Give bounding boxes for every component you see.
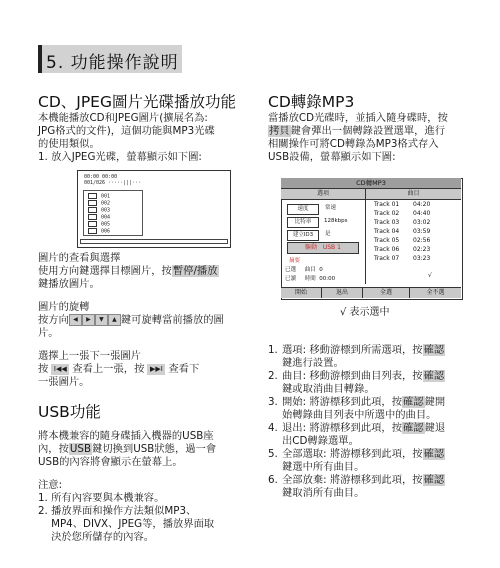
confirm-key: 確認 bbox=[403, 396, 424, 408]
option-speed-value: 常速 bbox=[325, 205, 337, 211]
option-speed-label[interactable]: 速度 bbox=[287, 204, 319, 215]
summary-used: 已讀 時間 00:00 bbox=[285, 276, 336, 282]
section-title: 5. 功能操作說明 bbox=[46, 53, 179, 73]
options-column-header: 選項 bbox=[281, 189, 365, 200]
arrow-right-icon: ▶ bbox=[82, 314, 95, 326]
rotate-section: 圖片的旋轉 按方向 ◀ ▶ ▼ ▲ 鍵可旋轉當前播放的圖 片。 bbox=[38, 301, 224, 339]
summary-title: 摘要 bbox=[289, 258, 301, 264]
jpeg-counter: 001/026 ·····|||··· bbox=[84, 180, 142, 186]
copy-key: 拷貝 bbox=[269, 125, 290, 137]
track-item[interactable]: Track 03 bbox=[374, 219, 400, 226]
track-item[interactable]: Track 07 bbox=[374, 255, 400, 262]
option-id3-value: 是 bbox=[325, 231, 331, 237]
step-item: 3. 開始: 將游標移到此項，按確認鍵開 始轉錄曲目列表中所選中的曲目。 bbox=[268, 396, 446, 421]
column-divider bbox=[365, 189, 366, 284]
cd-to-mp3-steps bbox=[268, 344, 473, 500]
deselect-all-button[interactable]: 全不選 bbox=[426, 289, 445, 296]
option-drive-row[interactable]: 驅動 USB 1 bbox=[287, 242, 359, 254]
track-item[interactable]: Track 06 bbox=[374, 246, 400, 253]
usb-key: USB bbox=[69, 443, 92, 455]
option-bitrate-value: 128kbps bbox=[324, 218, 348, 224]
cd-to-mp3-heading: CD轉錄MP3 bbox=[268, 93, 355, 111]
option-bitrate-label[interactable]: 比特率 bbox=[287, 217, 319, 228]
track-time: 02:23 bbox=[413, 246, 431, 253]
track-time: 02:56 bbox=[413, 237, 431, 244]
arrow-up-icon: ▲ bbox=[108, 314, 121, 326]
cd-to-mp3-intro: 當播放CD光碟時，並插入隨身碟時，按 拷貝鍵會彈出一個轉錄設置選單，進行 相關操作可將CD轉錄為MP3格式存入 USB設備，螢幕顯示如下圖: bbox=[268, 112, 448, 163]
track-time: 03:23 bbox=[413, 255, 431, 262]
previous-icon: I◀◀ bbox=[51, 364, 69, 375]
pause-play-key: 暫停/播放 bbox=[172, 265, 218, 277]
track-time: 03:59 bbox=[413, 228, 431, 235]
usb-description: 將本機兼容的隨身碟插入機器的USB座 內，按USB鍵切換到USB狀態，過一會 USB的內容將會顯示在螢幕上。 bbox=[38, 430, 217, 468]
dialog-title: CD轉MP3 bbox=[281, 178, 461, 189]
step-item: 6. 全部放棄: 將游標移到此項，按確認 鍵取消所有曲目。 bbox=[268, 474, 445, 499]
cd-jpeg-heading: CD、JPEG圖片光碟播放功能 bbox=[38, 93, 236, 111]
select-caption: √ 表示選中 bbox=[340, 307, 390, 318]
arrow-left-icon: ◀ bbox=[69, 314, 82, 326]
usb-notes: 注意: 1. 所有內容要與本機兼容。 2. 播放界面和操作方法類似MP3、 MP4、DIVX、JPEG等，播放界面取 決於您所儲存的內容。 bbox=[38, 479, 215, 543]
next-icon: ▶▶I bbox=[147, 364, 165, 375]
track-item[interactable]: Track 04 bbox=[374, 228, 400, 235]
track-time: 04:20 bbox=[413, 201, 431, 208]
jpeg-file-item: 005 bbox=[88, 221, 110, 228]
track-item[interactable]: Track 05 bbox=[374, 237, 400, 244]
usb-heading: USB功能 bbox=[38, 403, 101, 421]
cd-jpeg-intro: 本機能播放CD和JPEG圖片(擴展名為: JPG格式的文件)，這個功能與MP3光碟 的使用類似。 1. 放入JPEG光碟，螢幕顯示如下圖: bbox=[38, 112, 215, 163]
step-item: 2. 曲目: 移動游標到曲目列表，按確認 鍵或取消曲目轉錄。 bbox=[268, 370, 445, 395]
exit-button[interactable]: 退出 bbox=[335, 289, 348, 296]
jpeg-file-item: 001 bbox=[88, 193, 110, 200]
arrow-down-icon: ▼ bbox=[95, 314, 108, 326]
prev-next-section: 選擇上一張下一張圖片 按 I◀◀ 查看上一張，按 ▶▶I 查看下 一張圖片。 bbox=[38, 350, 200, 388]
jpeg-file-item: 002 bbox=[88, 200, 110, 207]
start-button[interactable]: 開始 bbox=[294, 289, 307, 296]
track-item[interactable]: Track 02 bbox=[374, 210, 400, 217]
confirm-key: 確認 bbox=[403, 422, 424, 434]
jpeg-file-item: 004 bbox=[88, 214, 110, 221]
jpeg-progress-bar bbox=[80, 239, 228, 244]
step-item: 5. 全部選取: 將游標移到此項，按確認 鍵選中所有曲目。 bbox=[268, 448, 445, 473]
check-icon: √ bbox=[428, 272, 432, 279]
confirm-key: 確認 bbox=[423, 370, 445, 382]
step-item: 4. 退出: 將游標移到此項，按確認鍵退 出CD轉錄選單。 bbox=[268, 422, 446, 447]
track-time: 03:02 bbox=[413, 219, 431, 226]
jpeg-time: 00:00 00:00 bbox=[84, 174, 118, 180]
tracks-column-header: 曲目 bbox=[366, 189, 461, 200]
confirm-key: 確認 bbox=[423, 344, 445, 356]
jpeg-file-item: 003 bbox=[88, 207, 110, 214]
confirm-key: 確認 bbox=[423, 448, 445, 460]
track-time: 04:40 bbox=[413, 210, 431, 217]
select-all-button[interactable]: 全選 bbox=[379, 289, 392, 296]
confirm-key: 確認 bbox=[423, 474, 445, 486]
summary-selected: 已選 曲目 0 bbox=[285, 267, 323, 273]
jpeg-file-item: 006 bbox=[88, 228, 110, 235]
option-id3-label[interactable]: 建立ID3 bbox=[287, 230, 319, 241]
view-select-section: 圖片的查看與選擇 使用方向鍵選擇目標圖片，按暫停/播放 鍵播放圖片。 bbox=[38, 252, 218, 290]
step-item: 1. 選項: 移動游標到所需選項，按確認 鍵進行設置。 bbox=[268, 344, 445, 369]
track-item[interactable]: Track 01 bbox=[374, 201, 400, 208]
